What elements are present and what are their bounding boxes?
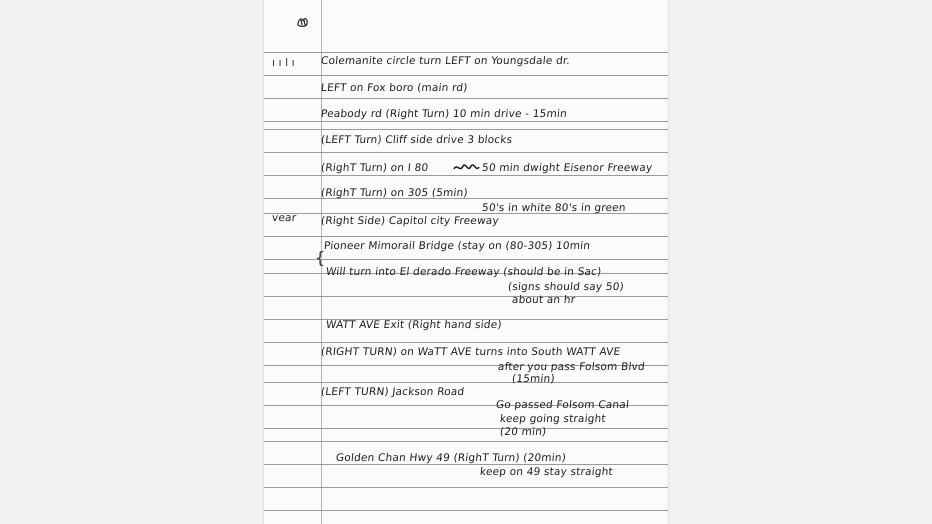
direction-line: Golden Chan Hwy 49 (RighT Turn) (20min) — [335, 452, 567, 464]
ruled-line — [264, 464, 668, 465]
direction-line: keep going straight — [499, 413, 607, 425]
direction-line: (15min) — [511, 373, 556, 385]
direction-line: 50's in white 80's in green — [481, 202, 627, 214]
direction-line: Go passed Folsom Canal — [495, 399, 630, 411]
ruled-line — [264, 510, 668, 511]
direction-line: (LEFT Turn) Cliff side drive 3 blocks — [320, 134, 513, 146]
direction-line: Peabody rd (Right Turn) 10 min drive - 15min — [320, 108, 568, 120]
ruled-line — [264, 75, 668, 76]
ruled-line — [264, 121, 668, 122]
margin-note: vear — [271, 212, 297, 224]
direction-line: keep on 49 stay straight — [479, 466, 614, 478]
direction-line: Will turn into El derado Freeway (should be in Sac) — [325, 266, 603, 278]
direction-line: LEFT on Fox boro (main rd) — [320, 82, 469, 94]
ruled-line — [264, 175, 668, 176]
direction-line: 50 min dwight Eisenor Freeway — [481, 162, 653, 174]
direction-line: (RighT Turn) on I 80 — [320, 162, 429, 174]
direction-line: (LEFT TURN) Jackson Road — [320, 386, 465, 398]
direction-line: after you pass Folsom Blvd — [497, 361, 646, 373]
tick-marks: ı ı l ı — [272, 56, 295, 69]
ruled-line — [264, 441, 668, 442]
direction-line: (signs should say 50) — [507, 281, 625, 293]
direction-line: (RIGHT TURN) on WaTT AVE turns into South WATT AVE — [320, 346, 621, 358]
ruled-line — [264, 236, 668, 237]
bracket-mark: { — [315, 248, 326, 267]
ruled-line — [264, 382, 668, 383]
ruled-line — [264, 98, 668, 99]
direction-line: about an hr — [511, 294, 576, 306]
ruled-line — [264, 428, 668, 429]
direction-line: WATT AVE Exit (Right hand side) — [325, 319, 503, 331]
ruled-line — [264, 52, 668, 53]
direction-line: Pioneer Mimorail Bridge (stay on (80-305) 10min — [323, 240, 591, 252]
direction-line: Colemanite circle turn LEFT on Youngsdale dr. — [320, 55, 571, 67]
ruled-line — [264, 152, 668, 153]
ruled-line — [264, 487, 668, 488]
notebook-page — [264, 0, 668, 524]
doodle-mark — [296, 15, 310, 29]
ruled-line — [264, 296, 668, 297]
ruled-line — [264, 129, 668, 130]
scribble-mark — [452, 161, 480, 175]
ruled-line — [264, 342, 668, 343]
direction-line: (RighT Turn) on 305 (5min) — [320, 187, 469, 199]
direction-line: (20 min) — [499, 426, 547, 438]
direction-line: (Right Side) Capitol city Freeway — [320, 215, 500, 227]
